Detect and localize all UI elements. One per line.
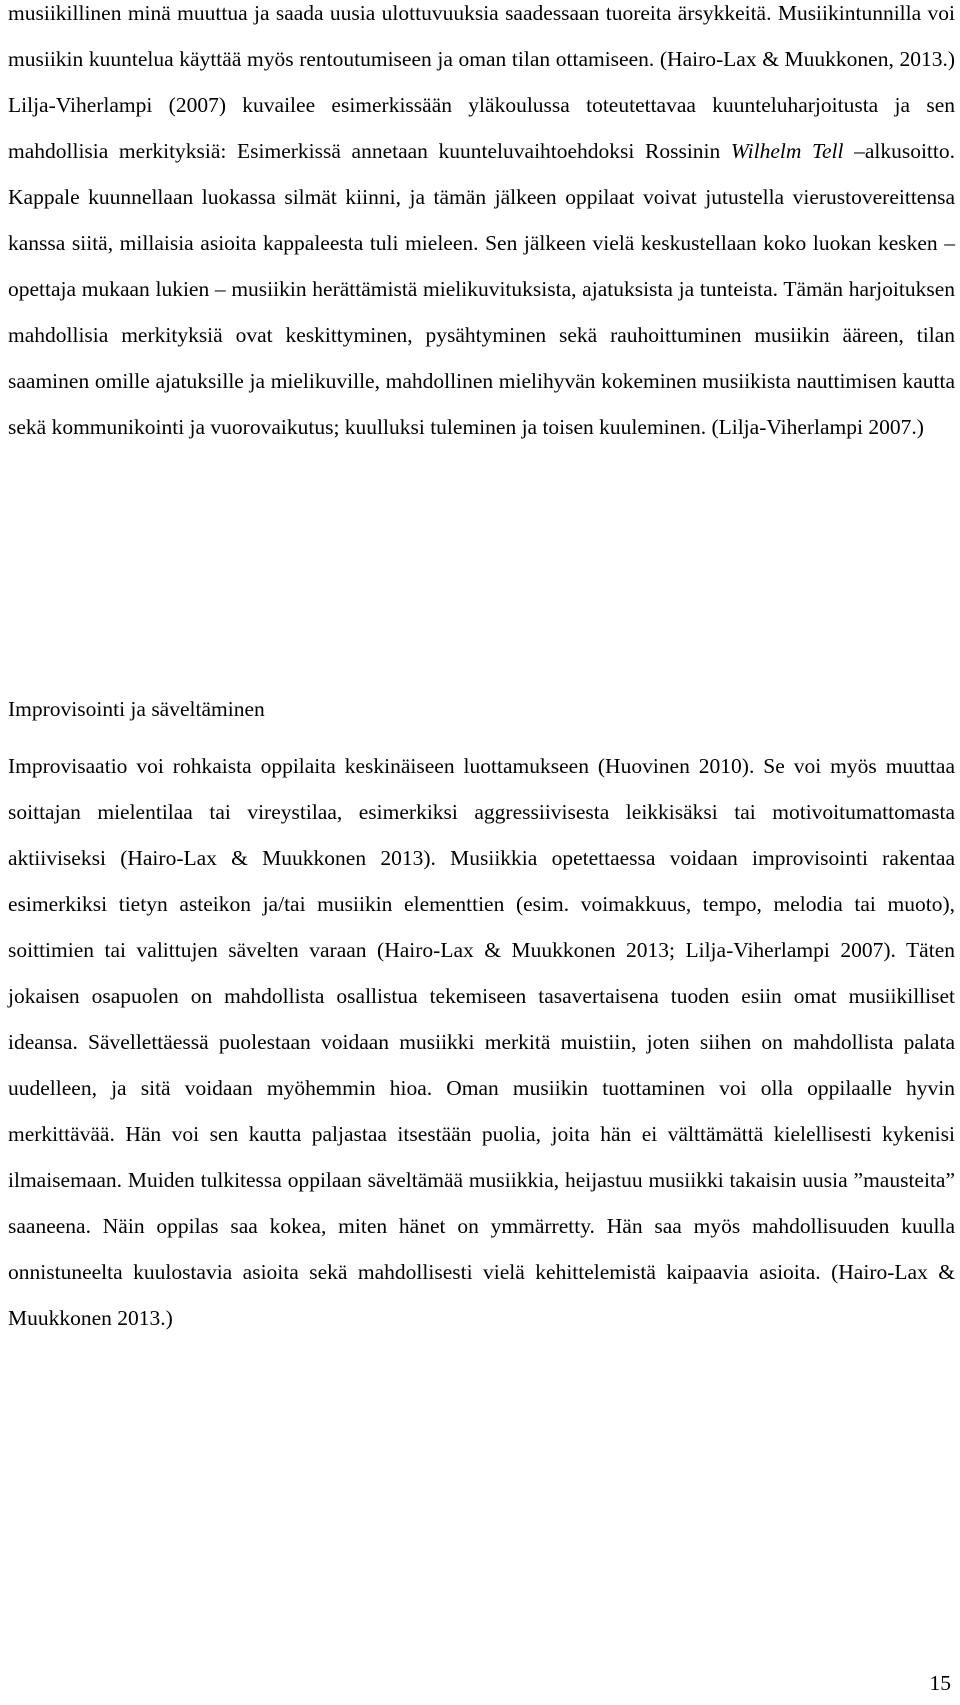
paragraph-1-text-end: –alkusoitto. Kappale kuunnellaan luokassa silmät kiinni, ja tämän jälkeen oppilaat voivat jutustella vierustovereittensa kanssa siitä, millaisia asioita kappaleesta tuli mieleen. Sen jälkeen vielä keskustellaan koko luokan kesken – opettaja mukaan lukien – musiikin herättämistä mielikuvituksista, ajatuksista ja tunteista. Tämän harjoituksen mahdollisia merkityksiä ovat keskittyminen, pysähtyminen sekä rauhoittuminen musiikin ääreen, tilan saaminen omille ajatuksille ja mielikuville, mahdollinen mielihyvän kokeminen musiikista nauttimisen kautta sekä kommunikointi ja vuorovaikutus; kuulluksi tuleminen ja toisen kuuleminen. (Lilja-Viherlampi 2007.) <box>8 139 956 439</box>
page-number: 15 <box>929 1671 951 1695</box>
paragraph-1-text-start: musiikillinen minä muuttua ja saada uusia ulottuvuuksia saadessaan tuoreita ärsykkeitä. Musiikintunnilla voi musiikin kuuntelua käyttää myös rentoutumiseen ja oman tilan ottamiseen. (Hairo-Lax & Muukkonen, 2013.) Lilja-Viherlampi (2007) kuvailee esimerkissään yläkoulussa toteutettavaa kuunteluharjoitusta ja sen mahdollisia merkityksiä: Esimerkissä annetaan kuunteluvaihtoehdoksi Rossinin <box>8 1 955 163</box>
body-paragraph-2: Improvisaatio voi rohkaista oppilaita keskinäiseen luottamukseen (Huovinen 2010). Se voi myös muuttaa soittajan mielentilaa tai vireystilaa, esimerkiksi aggressiivisesta leikkisäksi tai motivoitumattomasta aktiiviseksi (Hairo-Lax & Muukkonen 2013). Musiikkia opetettaessa voidaan improvisointi rakentaa esimerkiksi tietyn asteikon ja/tai musiikin elementtien (esim. voimakkuus, tempo, melodia tai muoto), soittimien tai valittujen sävelten varaan (Hairo-Lax & Muukkonen 2013; Lilja-Viherlampi 2007). Täten jokaisen osapuolen on mahdollista osallistua tekemiseen tasavertaisena tuoden esiin omat musiikilliset ideansa. Sävellettäessä puolestaan voidaan musiikki merkitä muistiin, joten siihen on mahdollista palata uudelleen, ja sitä voidaan myöhemmin hioa. Oman musiikin tuottaminen voi olla oppilaalle hyvin merkittävää. Hän voi sen kautta paljastaa itsestään puolia, joita hän ei välttämättä kielellisesti kykenisi ilmaisemaan. Muiden tulkitessa oppilaan säveltämää musiikkia, heijastuu musiikki takaisin uusia ”mausteita” saaneena. Näin oppilas saa kokea, miten hänet on ymmärretty. Hän saa myös mahdollisuuden kuulla onnistuneelta kuulostavia asioita sekä mahdollisesti vielä kehittelemistä kaipaavia asioita. (Hairo-Lax & Muukkonen 2013.) <box>8 754 955 1330</box>
section-heading: Improvisointi ja säveltäminen <box>8 697 265 721</box>
body-paragraph-1 <box>8 0 955 450</box>
work-title-italic: Wilhelm Tell <box>730 139 844 163</box>
